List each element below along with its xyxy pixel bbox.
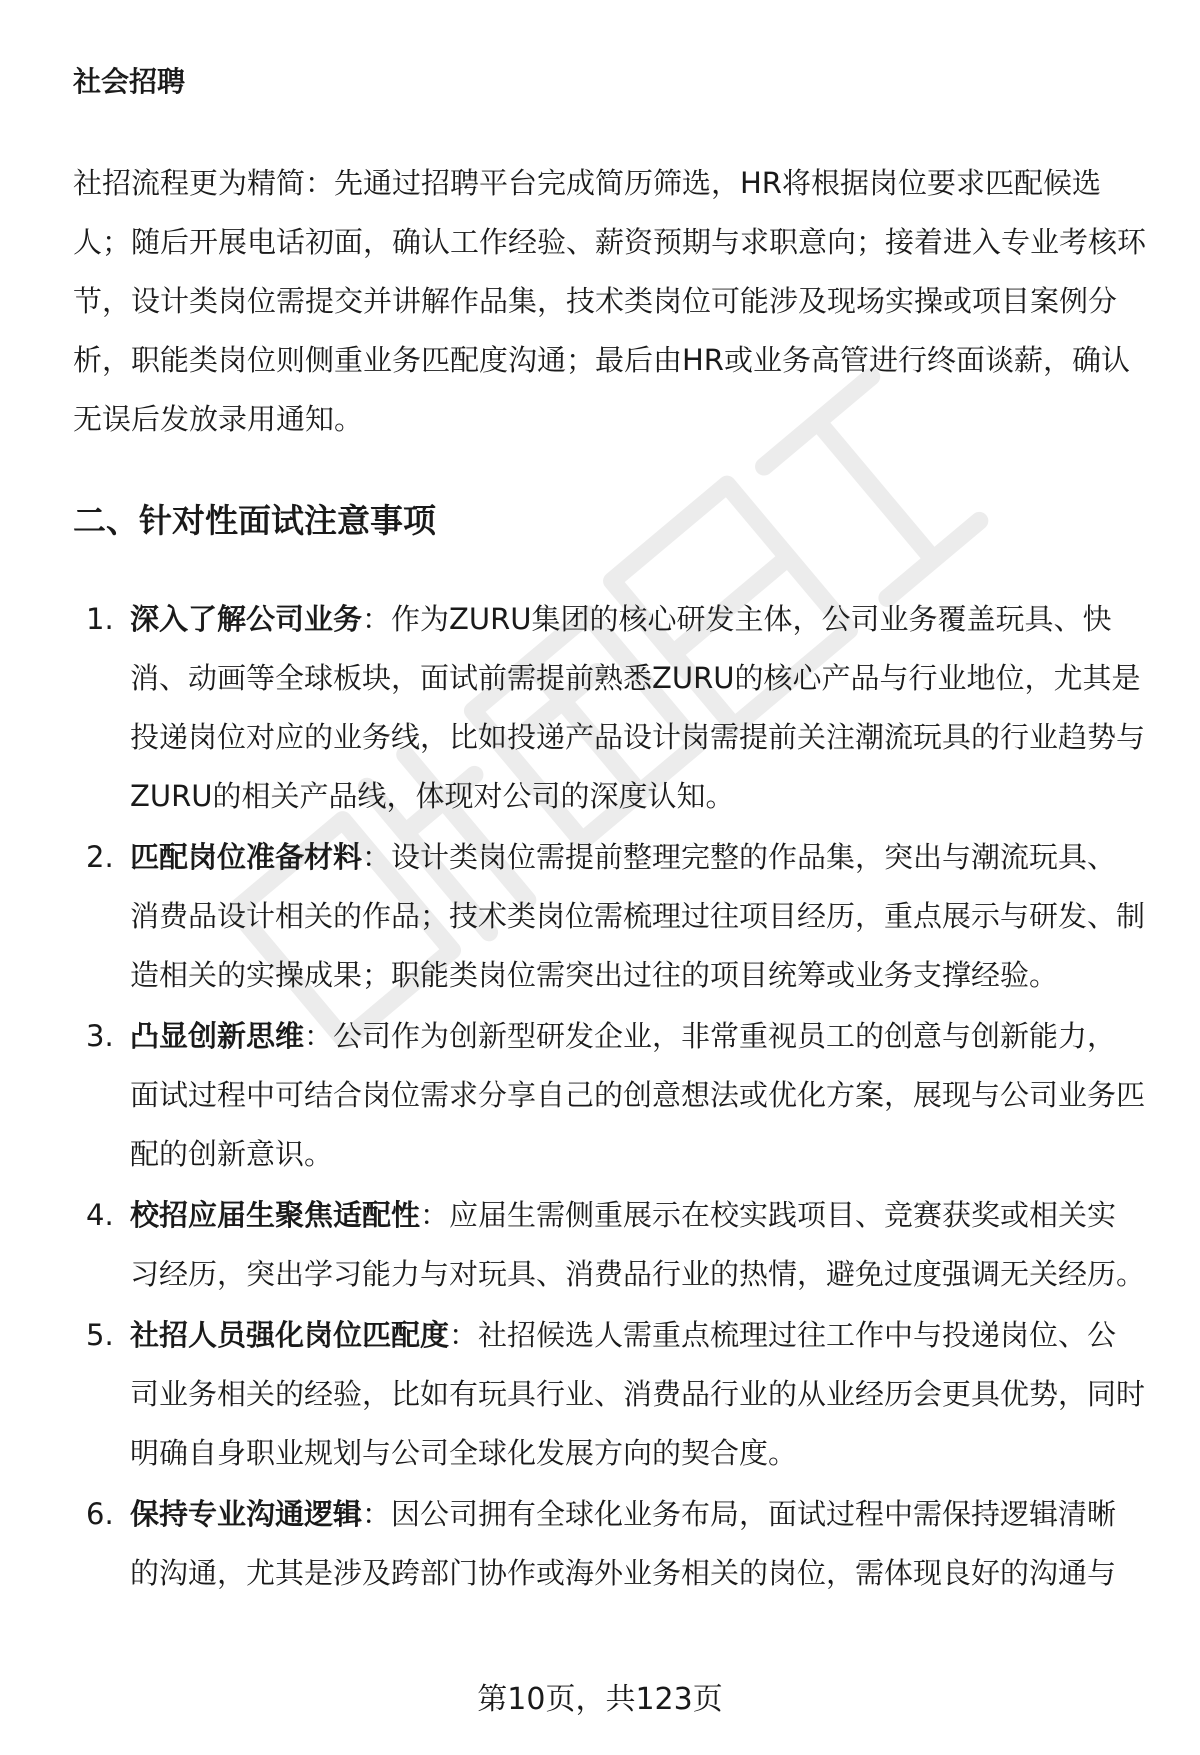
list-item-lead: 保持专业沟通逻辑	[130, 1497, 363, 1531]
list-item-body	[130, 1007, 1145, 1184]
sub-heading: 社会招聘	[73, 65, 186, 98]
list-item	[0, 1485, 1145, 1603]
list-item-body	[130, 1186, 1145, 1304]
list-item-lead: 社招人员强化岗位匹配度	[130, 1318, 450, 1352]
list-item-body	[130, 828, 1145, 1005]
page-number-footer: 第10页，共123页	[477, 1682, 723, 1717]
intro-paragraph: 社招流程更为精简：先通过招聘平台完成简历筛选，HR将根据岗位要求匹配候选人；随后开展电话初面，确认工作经验、薪资预期与求职意向；接着进入专业考核环节，设计类岗位需提交并讲解作品集，技术类岗位可能涉及现场实操或项目案例分析，职能类岗位则侧重业务匹配度沟通；最后由HR或业务高管进行终面谈薪，确认无误后发放录用通知。	[73, 166, 1147, 436]
list-item	[0, 590, 1145, 826]
list-item	[0, 1007, 1145, 1184]
list-item	[0, 1306, 1145, 1483]
list-item-number: 6.	[86, 1497, 114, 1531]
tips-list	[0, 590, 1200, 1605]
list-item-lead: 深入了解公司业务	[130, 602, 363, 636]
list-item-text: ：因公司拥有全球化业务布局，面试过程中需保持逻辑清晰的沟通，尤其是涉及跨部门协作或海外业务相关的岗位，需体现良好的沟通与	[130, 1497, 1117, 1590]
section-heading: 二、针对性面试注意事项	[73, 501, 436, 540]
list-item-text: ：作为ZURU集团的核心研发主体，公司业务覆盖玩具、快消、动画等全球板块，面试前需提前熟悉ZURU的核心产品与行业地位，尤其是投递岗位对应的业务线，比如投递产品设计岗需提前关注潮流玩具的行业趋势与ZURU的相关产品线，体现对公司的深度认知。	[130, 602, 1146, 813]
list-item-number: 4.	[86, 1198, 114, 1232]
list-item-number: 5.	[86, 1318, 114, 1352]
list-item-text: ：应届生需侧重展示在校实践项目、竞赛获奖或相关实习经历，突出学习能力与对玩具、消费品行业的热情，避免过度强调无关经历。	[130, 1198, 1146, 1291]
list-item	[0, 1186, 1145, 1304]
list-item-text: ：社招候选人需重点梳理过往工作中与投递岗位、公司业务相关的经验，比如有玩具行业、消费品行业的从业经历会更具优势，同时明确自身职业规划与公司全球化发展方向的契合度。	[130, 1318, 1146, 1470]
list-item-body	[130, 590, 1145, 826]
list-item-number: 3.	[86, 1019, 114, 1053]
list-item-lead: 校招应届生聚焦适配性	[130, 1198, 421, 1232]
list-item-number: 2.	[86, 840, 114, 874]
list-item	[0, 828, 1145, 1005]
list-item-number: 1.	[86, 602, 114, 636]
list-item-lead: 凸显创新思维	[130, 1019, 305, 1053]
list-item-lead: 匹配岗位准备材料	[130, 840, 363, 874]
list-item-body	[130, 1306, 1145, 1483]
list-item-text: ：公司作为创新型研发企业，非常重视员工的创意与创新能力，面试过程中可结合岗位需求分享自己的创意想法或优化方案，展现与公司业务匹配的创新意识。	[130, 1019, 1146, 1171]
list-item-body	[130, 1485, 1145, 1603]
list-item-text: ：设计类岗位需提前整理完整的作品集，突出与潮流玩具、消费品设计相关的作品；技术类岗位需梳理过往项目经历，重点展示与研发、制造相关的实操成果；职能类岗位需突出过往的项目统筹或业务支撑经验。	[130, 840, 1146, 992]
